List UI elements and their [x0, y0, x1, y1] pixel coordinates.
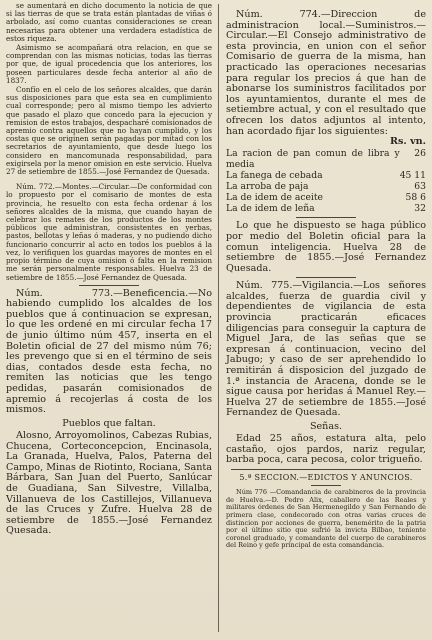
paragraph: se aumentará en dicho documento la noticia de que si las tierras de que se trata están plantadas de viñas ó arbolado, así como cuantas consideraciones se crean necesarias para obtener una verdadera estadística de estos riqueza. — [6, 1, 212, 43]
paragraph: Asimismo se acompañará otra relacion, en que se comprendan con las mismas noticias, todas las tierras por que, de igual procedencia que los anteriores, los poseen particulares desde fecha anterior al año de 1837. — [6, 43, 212, 85]
price-value: 58 6 — [405, 192, 426, 204]
paragraph: Lo que he dispuesto se haga público por medio del Boletin oficial para la comun inteligencia. Huelva 28 de setiembre de 1855.—José Fernandez Quesada. — [226, 220, 426, 274]
separator-rule — [79, 179, 139, 180]
paragraph: Núm. 775.—Vigilancia.—Los señores alcaldes, fuerza de guardia civil y dependientes de vigilancia de esta provincia practicarán eficaces diligencias para conseguir la captura de Miguel Jara, de las señas que se expresan á continuacion, vecino del Jabugo; y caso de ser aprehendido lo remitirán á disposicion del juzgado de 1.ª instancia de Aracena, donde se le sigue causa por heridas á Manuel Rey.—Huelva 27 de setiembre de 1855.—José Fernandez de Quesada. — [226, 280, 426, 419]
paragraph: Confío en el celo de los señores alcaldes, que darán sus disposiciones para que esta sea en cumplimiento cual corresponde; pero al mismo tiempo les advierto que pasado el plazo que concedo para la ejecucion y remision de estos trabajos, despacharé comisionados de apremio contra aquellos que no hayan cumplido, y los costas que se originen serán pagadas por mitad con los secretarios de ayuntamiento, que desde luego los considero en mancomunada responsabilidad, para exigirsela por la menor omision en este servicio. Huelva 27 de setiembre de 1855.—José Fernandez de Quesada. — [6, 85, 212, 177]
price-value: 45 11 — [399, 170, 426, 182]
paragraph: Núm. 772.—Montes.—Circular.—De conformidad con lo propuesto por el comisario de montes de esta provincia, he resuelto con esta fecha ordenar á los señores alcaldes de la misma, que cuando hayan de celebrar los remates de los productos de los montes públicos que administran, consistentes en yerbas, pastos, bellotas y leñas ó maderas, y no pudiendo dicho funcionario concurrir al acto en todos los pueblos á la vez, lo verifiquen los guardas mayores de montes en el propio término de cuya omision ó falta en la remision me serán personalmente responsables. Huelva 23 de setiembre de 1855.—José Fernandez de Quesada. — [6, 182, 212, 282]
column-divider — [218, 4, 219, 632]
separator-rule — [311, 485, 341, 486]
separator-rule — [296, 217, 356, 218]
price-row — [226, 181, 426, 192]
paragraph: Núm 776 —Comandancia de carabineros de la provincia de Huelva.—D. Pedro Alix, caballero de las Reales y militares órdenes de San Hermenegildo y San Fernando de primera clase, condecorado con otras varias cruces de distincion por acciones de guerra, benemérito de la patria por el último sitio que sufrió la invicta Bilbao, teniente coronel graduado, y comandante del cuerpo de carabineros del Reino y gefe principal de esta comandancia. — [226, 488, 426, 550]
currency-header: Rs. vn. — [390, 136, 426, 148]
price-value: 26 — [414, 148, 426, 160]
price-table — [226, 148, 426, 214]
price-row — [226, 148, 426, 170]
price-item: La racion de pan comun de libra y media — [226, 148, 400, 171]
section-heading: 5.ª SECCION.—EDICTOS Y ANUNCIOS. — [239, 473, 413, 482]
left-column — [4, 0, 216, 640]
price-item: La de idem de leña — [226, 203, 315, 215]
section-heading: Pueblos que faltan. — [62, 417, 156, 429]
price-item: La fanega de cebada — [226, 170, 323, 182]
paragraph: Alosno, Arroyomolinos, Cabezas Rubias, Chucena, Corteconcepcion, Encinasola, La Granada, Huelva, Palos, Paterna del Campo, Minas de Riotinto, Rociana, Santa Bárbara, San Juan del Puerto, Sanlúcar de Guadiana, San Silvestre, Villalba, Villanueva de los Castillejos, Villanueva de las Cruces y Zufre. Huelva 28 de setiembre de 1855.—José Fernandez Quesada. — [6, 430, 212, 537]
separator-rule — [79, 285, 139, 286]
separator-rule — [296, 277, 356, 278]
paragraph: Edad 25 años, estatura alta, pelo castaño, ojos pardos, nariz regular, barba poca, cara pecosa, color trigueño. — [226, 433, 426, 466]
right-column — [222, 0, 430, 640]
price-item: La arroba de paja — [226, 181, 309, 193]
separator-rule — [231, 469, 421, 470]
price-row — [226, 192, 426, 203]
section-heading: Señas. — [309, 421, 343, 433]
paragraph: Núm. 773.—Beneficencia.—No habiendo cumplido los alcaldes de los pueblos que á continuacion se expresan, lo que les ordené en mi circular fecha 17 de junio último núm 457, inserta en el Boletin oficial de 27 del mismo núm 76; les prevengo que si en el término de seis dias, contados desde esta fecha, no remiten las noticias que les tengo pedidas, pasarán comisionados de apremio á recojerlas á costa de los mismos. — [6, 287, 212, 416]
price-row — [226, 170, 426, 181]
price-item: La de idem de aceite — [226, 192, 323, 204]
price-row — [226, 203, 426, 214]
price-value: 32 — [414, 203, 426, 215]
price-value: 63 — [414, 181, 426, 193]
paragraph: Núm. 774.—Direccion de administracion local.—Suministros.—Circular.—El Consejo administrativo de esta provincia, en union con el señor Comisario de guerra de la misma, han practicado las operaciones necesarias para regular los precios á que han de abonarse los suministros facilitados por los ayuntamientos, durante el mes de setiembre actual, y con el resultado que ofrecen los datos adjuntos al intento, han acordado fijar los siguientes: — [226, 9, 426, 137]
